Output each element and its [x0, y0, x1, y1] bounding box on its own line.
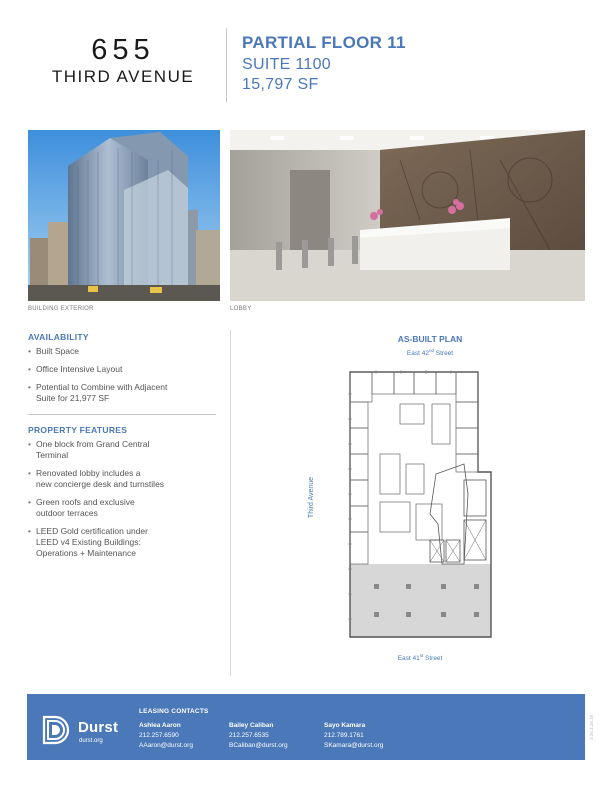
contact-card: [324, 721, 383, 751]
footer-bar: [27, 694, 585, 760]
floor-title: PARTIAL FLOOR 11: [242, 33, 406, 52]
column-divider: [230, 330, 231, 676]
south-street-label: East 41st Street: [397, 653, 443, 663]
list-item: • Green roofs and exclusive outdoor terraces: [28, 497, 218, 519]
availability-title: AVAILABILITY: [28, 332, 89, 342]
suite-number: SUITE 1100: [242, 56, 331, 73]
brand-url[interactable]: durst.org: [79, 738, 103, 744]
building-number: 655: [91, 34, 155, 66]
durst-logo-icon: [41, 714, 73, 746]
brand-name: Durst: [78, 719, 119, 736]
section-divider: [28, 414, 216, 415]
west-street-label: Third Avenue: [308, 476, 316, 519]
contact-phone[interactable]: 212.257.6535: [229, 732, 269, 739]
contact-name: Ashlea Aaron: [139, 722, 181, 729]
suite-info: [242, 33, 406, 94]
exterior-caption: BUILDING EXTERIOR: [28, 306, 94, 312]
list-item: • Renovated lobby includes a new concierge desk and turnstiles: [28, 468, 218, 490]
contact-card: [229, 721, 288, 751]
north-street-label: East 42nd Street: [406, 348, 454, 358]
list-item: • Built Space: [28, 346, 218, 357]
document-code: 3.26.3.26.18: [589, 714, 594, 740]
contact-card: [139, 721, 193, 751]
contact-phone[interactable]: 212.789.1761: [324, 732, 364, 739]
availability-list: [28, 346, 218, 411]
building-street: THIRD AVENUE: [51, 67, 195, 86]
plan-title: AS-BUILT PLAN: [397, 334, 463, 344]
leasing-contacts-label: LEASING CONTACTS: [139, 708, 209, 715]
floor-plan: [346, 364, 496, 646]
features-list: [28, 439, 218, 566]
contact-phone[interactable]: 212.257.6590: [139, 732, 179, 739]
building-exterior-photo: [28, 130, 220, 301]
contact-email[interactable]: AAaron@durst.org: [139, 742, 193, 749]
contact-name: Bailey Caliban: [229, 722, 274, 729]
contact-name: Sayo Kamara: [324, 722, 366, 729]
list-item: • One block from Grand Central Terminal: [28, 439, 218, 461]
contact-email[interactable]: BCaliban@durst.org: [229, 742, 288, 749]
list-item: • Office Intensive Layout: [28, 364, 218, 375]
building-brand: [28, 36, 218, 87]
header-divider: [226, 28, 227, 102]
lobby-photo: [230, 130, 585, 301]
suite-area: 15,797 SF: [242, 76, 319, 93]
list-item: • Potential to Combine with Adjacent Suite for 21,977 SF: [28, 382, 218, 404]
contact-email[interactable]: SKamara@durst.org: [324, 742, 384, 749]
lobby-caption: LOBBY: [230, 306, 252, 312]
list-item: • LEED Gold certification under LEED v4 Existing Buildings: Operations + Maintenance: [28, 526, 218, 559]
durst-logo[interactable]: [41, 714, 131, 748]
features-title: PROPERTY FEATURES: [28, 425, 128, 435]
